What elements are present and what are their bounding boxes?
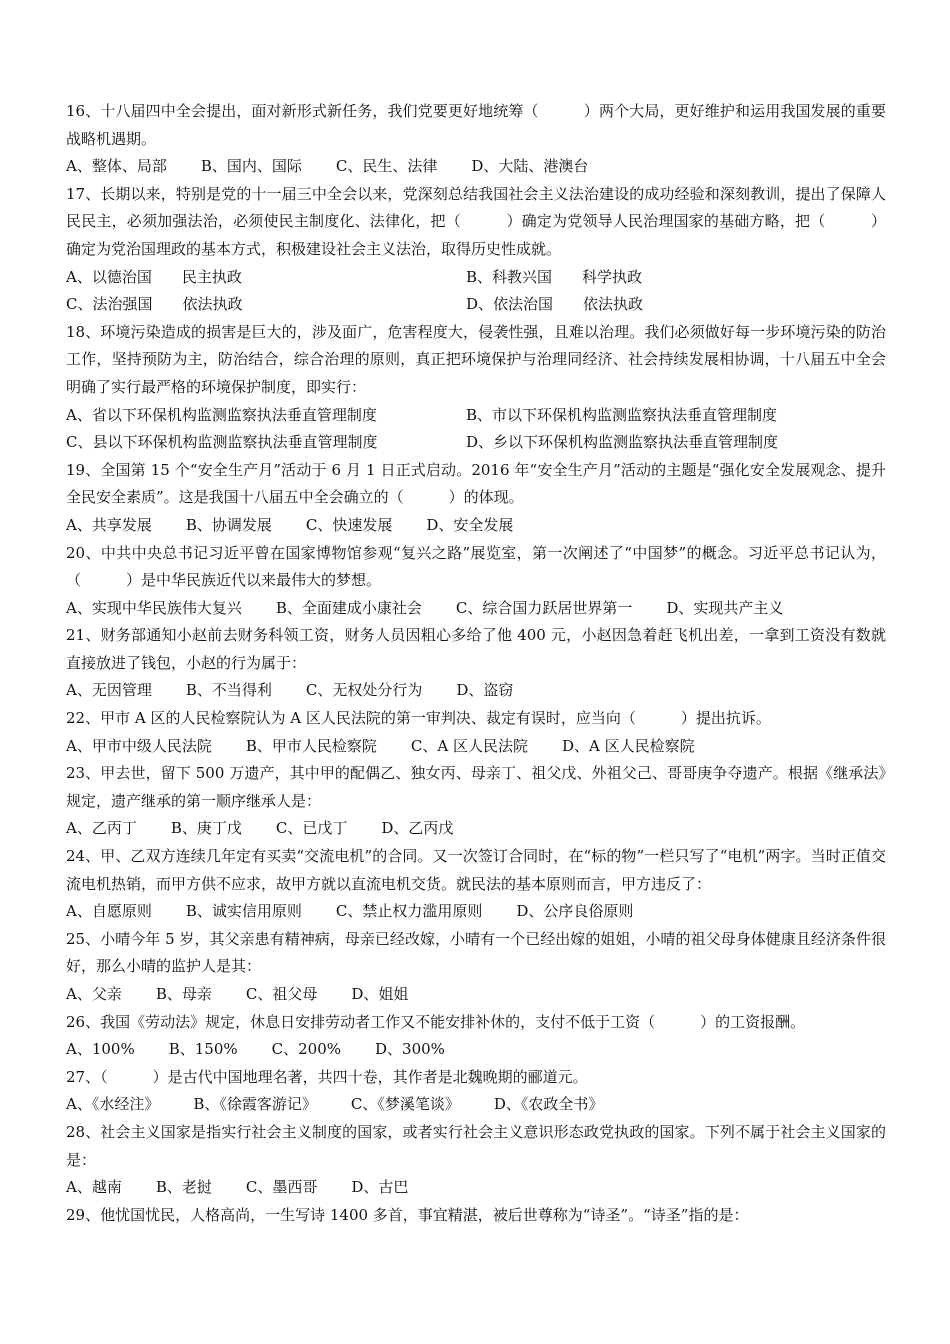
question-24 — [66, 843, 886, 926]
option-d: D、依法治国 依法执政 — [466, 295, 644, 314]
option-a: A、《水经注》 — [66, 1095, 160, 1114]
question-text: 22、甲市 A 区的人民检察院认为 A 区人民法院的第一审判决、裁定有误时，应当向（ ）提出抗诉。 — [66, 709, 771, 728]
option-a: A、共享发展 — [66, 515, 152, 534]
option-a: A、越南 — [66, 1178, 122, 1197]
option-a: A、实现中华民族伟大复兴 — [66, 598, 242, 617]
option-c: C、民生、法律 — [335, 157, 438, 176]
option-a: A、省以下环保机构监测监察执法垂直管理制度 — [66, 405, 377, 424]
question-18 — [66, 319, 886, 457]
option-d: D、古巴 — [351, 1178, 409, 1197]
option-a: A、自愿原则 — [66, 902, 152, 921]
option-b: B、国内、国际 — [200, 157, 302, 176]
question-29 — [66, 1202, 886, 1230]
question-text: 17、长期以来，特别是党的十一届三中全会以来，党深刻总结我国社会主义法治建设的成功经验和深刻教训，提出了保障人民民主，必须加强法治，必须使民主制度化、法律化，把（ ）确定为党领导人民治理国家的基础方略，把（ ）确定为党治国理政的基本方式，积极建设社会主义法治，取得历史性成就。 — [66, 184, 886, 258]
option-a: A、整体、局部 — [66, 157, 167, 176]
question-text: 27、（ ）是古代中国地理名著，共四十卷，其作者是北魏晚期的郦道元。 — [66, 1067, 588, 1086]
option-list — [66, 153, 886, 181]
option-list — [66, 1036, 886, 1064]
question-19 — [66, 457, 886, 540]
option-d: D、《农政全书》 — [493, 1095, 604, 1114]
option-b: B、150% — [168, 1040, 238, 1059]
option-a: A、以德治国 民主执政 — [66, 267, 242, 286]
option-c: C、《梦溪笔谈》 — [350, 1095, 460, 1114]
option-b: B、市以下环保机构监测监察执法垂直管理制度 — [466, 405, 778, 424]
option-list — [66, 1091, 886, 1119]
question-text: 20、中共中央总书记习近平曾在国家博物馆参观“复兴之路”展览室，第一次阐述了“中国梦”的概念。习近平总书记认为，（ ）是中华民族近代以来最伟大的梦想。 — [66, 543, 886, 590]
option-c: C、已戊丁 — [275, 819, 348, 838]
option-d: D、大陆、港澳台 — [471, 157, 589, 176]
option-c: C、无权处分行为 — [305, 681, 423, 700]
question-text: 29、他忧国忧民，人格高尚，一生写诗 1400 多首，事宜精湛，被后世尊称为“诗圣”。“诗圣”指的是： — [66, 1205, 749, 1224]
question-text: 23、甲去世，留下 500 万遗产，其中甲的配偶乙、独女丙、母亲丁、祖父戊、外祖父己、哥哥庚争夺遗产。根据《继承法》规定，遗产继承的第一顺序继承人是： — [66, 764, 886, 810]
option-c: C、墨西哥 — [245, 1178, 318, 1197]
question-text: 26、我国《劳动法》规定，休息日安排劳动者工作又不能安排补休的，支付不低于工资（ ）的工资报酬。 — [66, 1012, 806, 1031]
option-a: A、乙丙丁 — [66, 819, 137, 838]
question-text: 18、环境污染造成的损害是巨大的，涉及面广，危害程度大，侵袭性强，且难以治理。我们必须做好每一步环境污染的防治工作，坚持预防为主，防治结合，综合治理的原则，真正把环境保护与治理同经济、社会持续发展相协调，十八届五中全会明确了实行最严格的环境保护制度，即实行： — [66, 322, 886, 396]
option-b: B、《徐霞客游记》 — [193, 1095, 317, 1114]
option-list — [66, 898, 886, 926]
option-list — [66, 512, 886, 540]
question-20 — [66, 540, 886, 623]
option-d: D、A 区人民检察院 — [561, 736, 695, 755]
option-b: B、全面建成小康社会 — [275, 598, 422, 617]
option-d: D、实现共产主义 — [666, 598, 784, 617]
option-a: A、甲市中级人民法院 — [66, 736, 212, 755]
option-list — [66, 264, 886, 319]
option-d: D、姐姐 — [351, 985, 409, 1003]
question-text: 28、社会主义国家是指实行社会主义制度的国家，或者实行社会主义意识形态政党执政的国家。下列不属于社会主义国家的是： — [66, 1122, 886, 1169]
question-25 — [66, 926, 886, 1009]
option-c: C、A 区人民法院 — [410, 736, 528, 755]
option-a: A、100% — [66, 1040, 135, 1059]
option-c: C、综合国力跃居世界第一 — [455, 598, 633, 617]
question-22 — [66, 705, 886, 760]
question-text: 24、甲、乙双方连续几年定有买卖“交流电机”的合同。又一次签订合同时，在“标的物”一栏只写了“电机”两字。当时正值交流电机热销，而甲方供不应求，故甲方就以直流电机交货。就民法的基本原则而言，甲方违反了： — [66, 847, 886, 893]
option-a: A、无因管理 — [66, 681, 152, 700]
option-b: B、诚实信用原则 — [185, 902, 302, 921]
option-c: C、200% — [271, 1040, 342, 1059]
option-d: D、300% — [375, 1040, 445, 1059]
option-list — [66, 733, 886, 761]
option-b: B、庚丁戊 — [170, 819, 242, 838]
question-16 — [66, 98, 886, 181]
question-17 — [66, 181, 886, 319]
option-b: B、老挝 — [155, 1178, 212, 1197]
option-list — [66, 402, 886, 457]
option-d: D、乡以下环保机构监测监察执法垂直管理制度 — [466, 433, 779, 452]
question-text: 19、全国第 15 个“安全生产月”活动于 6 月 1 日正式启动。2016 年“安全生产月”活动的主题是“强化安全发展观念、提升全民安全素质”。这是我国十八届五中全会确立的（ ）的体现。 — [66, 460, 886, 507]
question-21 — [66, 622, 886, 705]
option-c: C、法治强国 依法执政 — [66, 295, 243, 314]
option-c: C、禁止权力滥用原则 — [335, 902, 483, 921]
question-23 — [66, 760, 886, 843]
option-c: C、县以下环保机构监测监察执法垂直管理制度 — [66, 433, 378, 452]
question-text: 21、财务部通知小赵前去财务科领工资，财务人员因粗心多给了他 400 元，小赵因急着赶飞机出差，一拿到工资没有数就直接放进了钱包，小赵的行为属于： — [66, 626, 886, 672]
question-28 — [66, 1119, 886, 1202]
option-c: C、祖父母 — [245, 985, 318, 1003]
option-a: A、父亲 — [66, 985, 122, 1003]
option-list — [66, 677, 886, 705]
option-c: C、快速发展 — [305, 515, 393, 534]
option-d: D、公序良俗原则 — [516, 902, 634, 921]
option-list — [66, 981, 886, 1009]
option-list — [66, 1174, 886, 1202]
option-d: D、盗窃 — [456, 681, 514, 700]
question-text: 16、十八届四中全会提出，面对新形式新任务，我们党要更好地统筹（ ）两个大局，更好维护和运用我国发展的重要战略机遇期。 — [66, 102, 886, 148]
option-b: B、科教兴国 科学执政 — [466, 267, 643, 286]
exam-document — [66, 98, 886, 1229]
option-d: D、乙丙戊 — [381, 819, 454, 838]
option-list — [66, 815, 886, 843]
option-b: B、甲市人民检察院 — [245, 736, 377, 755]
option-b: B、不当得利 — [185, 681, 272, 700]
option-b: B、协调发展 — [185, 515, 272, 534]
option-b: B、母亲 — [155, 985, 212, 1003]
question-text: 25、小晴今年 5 岁，其父亲患有精神病，母亲已经改嫁，小晴有一个已经出嫁的姐姐，小晴的祖父母身体健康且经济条件很好，那么小晴的监护人是其： — [66, 929, 886, 976]
question-27 — [66, 1064, 886, 1119]
option-list — [66, 595, 886, 623]
question-26 — [66, 1009, 886, 1064]
option-d: D、安全发展 — [426, 515, 514, 534]
